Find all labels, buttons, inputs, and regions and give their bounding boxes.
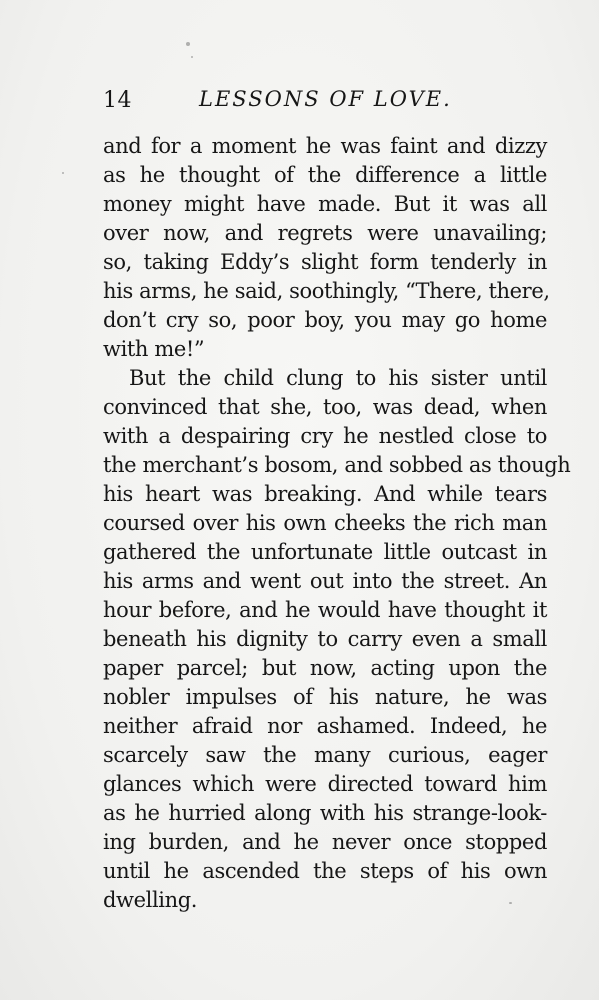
text-line: as he hurried along with his strange-look- [103, 801, 547, 825]
text-line: dwelling. [103, 888, 198, 912]
text-line: convinced that she, too, was dead, when [103, 395, 547, 419]
text-line: his arms and went out into the street. An [103, 569, 547, 593]
text-line: hour before, and he would have thought it [103, 598, 547, 622]
text-line: over now, and regrets were unavailing; [103, 221, 547, 245]
text-line: and for a moment he was faint and dizzy [103, 134, 547, 158]
text-line: with a despairing cry he nestled close to [103, 424, 547, 448]
text-line: scarcely saw the many curious, eager [103, 743, 547, 767]
ink-speck [62, 172, 64, 174]
text-line: so, taking Eddy’s slight form tenderly in [103, 250, 547, 274]
text-line: as he thought of the difference a little [103, 163, 547, 187]
text-line: glances which were directed toward him [103, 772, 547, 796]
paragraph [103, 132, 550, 364]
text-line: paper parcel; but now, acting upon the [103, 656, 547, 680]
text-line: ing burden, and he never once stopped [103, 830, 547, 854]
text-line: the merchant’s bosom, and sobbed as though [103, 453, 571, 477]
body-text [103, 132, 571, 915]
page-number: 14 [103, 88, 132, 113]
text-line: beneath his dignity to carry even a small [103, 627, 547, 651]
text-line: don’t cry so, poor boy, you may go home [103, 308, 547, 332]
text-line: nobler impulses of his nature, he was [103, 685, 547, 709]
text-line: with me!” [103, 337, 205, 361]
ink-speck [186, 42, 190, 46]
page-header [103, 84, 465, 118]
text-line: neither afraid nor ashamed. Indeed, he [103, 714, 547, 738]
text-line: But the child clung to his sister until [129, 366, 547, 390]
text-line: until he ascended the steps of his own [103, 859, 547, 883]
running-title: LESSONS OF LOVE. [199, 87, 452, 111]
text-line: gathered the unfortunate little outcast in [103, 540, 547, 564]
ink-speck [191, 56, 193, 58]
text-line: money might have made. But it was all [103, 192, 547, 216]
text-line: coursed over his own cheeks the rich man [103, 511, 547, 535]
text-line: his arms, he said, soothingly, “There, there, [103, 279, 550, 303]
text-line: his heart was breaking. And while tears [103, 482, 547, 506]
paragraph [103, 364, 571, 915]
